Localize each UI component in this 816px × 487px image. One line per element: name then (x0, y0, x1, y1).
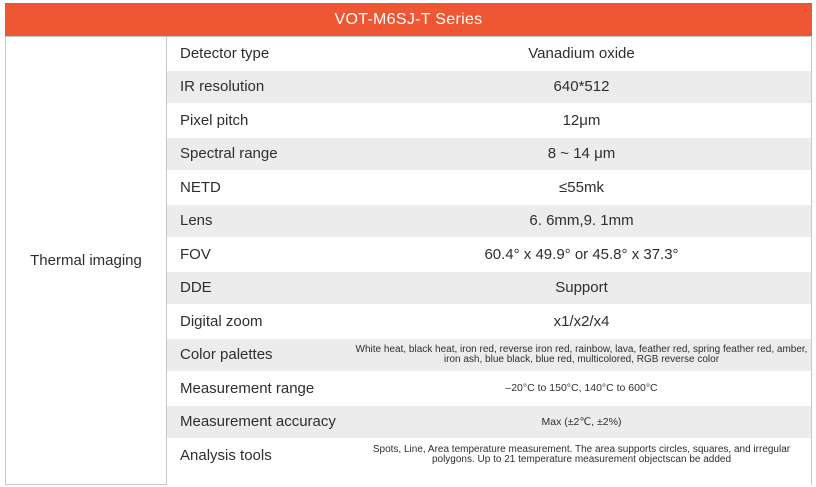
spec-value: 6. 6mm,9. 1mm (529, 212, 634, 230)
table-row (167, 238, 812, 272)
spec-label: Pixel pitch (180, 111, 249, 129)
table-row (167, 37, 812, 71)
spec-label: FOV (180, 245, 211, 263)
spec-value: Max (±2℃, ±2%) (541, 415, 622, 428)
spec-label: IR resolution (180, 78, 265, 96)
spec-value: Spots, Line, Area temperature measurement. The area supports circles, squares, and irregular polygons. Up to 21 temperature measurement objectscan be added (372, 444, 791, 466)
spec-value: ≤55mk (559, 178, 604, 196)
spec-label: Spectral range (180, 145, 278, 163)
spec-label: Digital zoom (180, 312, 263, 330)
table-row (167, 305, 812, 339)
spec-value: Vanadium oxide (528, 44, 635, 62)
category-cell: Thermal imaging (5, 37, 167, 485)
spec-label: DDE (180, 279, 212, 297)
spec-table (5, 36, 812, 485)
table-row (167, 138, 812, 172)
spec-value: White heat, black heat, iron red, reverse iron red, rainbow, lava, feather red, spring feather red, amber, iron ash, blue black, blue red, multicolored, RGB reverse color (355, 343, 808, 365)
table-row (167, 71, 812, 105)
spec-label: Measurement range (180, 379, 315, 397)
table-row (167, 406, 812, 440)
spec-value: 60.4° x 49.9° or 45.8° x 37.3° (484, 245, 679, 263)
table-right-border (811, 37, 812, 485)
spec-value: x1/x2/x4 (553, 312, 610, 330)
spec-value: –20°C to 150°C, 140°C to 600°C (505, 382, 658, 395)
spec-value: Support (555, 279, 608, 297)
table-row (167, 272, 812, 306)
series-title: VOT-M6SJ-T Series (5, 3, 812, 36)
spec-label: NETD (180, 178, 221, 196)
table-row (167, 339, 812, 373)
spec-rows (167, 37, 812, 473)
table-row (167, 439, 812, 473)
spec-value: 640*512 (553, 78, 610, 96)
spec-label: Detector type (180, 44, 270, 62)
spec-value: 12μm (562, 111, 601, 129)
table-row (167, 205, 812, 239)
spec-label: Analysis tools (180, 446, 272, 464)
table-row (167, 171, 812, 205)
spec-label: Lens (180, 212, 213, 230)
spec-sheet (5, 3, 812, 484)
spec-value: 8 ~ 14 μm (547, 145, 616, 163)
table-row (167, 372, 812, 406)
spec-label: Color palettes (180, 346, 273, 364)
spec-label: Measurement accuracy (180, 413, 336, 431)
table-row (167, 104, 812, 138)
